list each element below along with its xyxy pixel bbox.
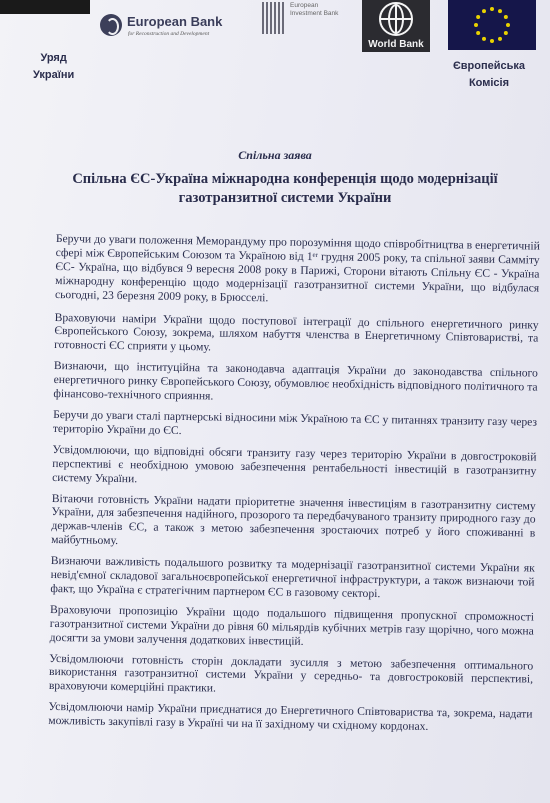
binding-strip (0, 0, 90, 14)
right-party-label (446, 58, 532, 92)
eib-name: European Investment Bank (290, 2, 339, 17)
document-body (48, 232, 540, 743)
world-bank-label: World Bank (368, 39, 424, 50)
paragraph: Беручи до уваги положення Меморандуму про порозуміння щодо співробітництва в енергетичній сфері між Європейським Союзом та Україною від 1ᵉʳ грудня 2005 року, та спільної заяви Самміту ЄС- Україна, що відбувся 9 вересня 2008 року в Парижі, Сторони вітають Спільну ЄС - Україна міжнародну конференцію щодо модернізації газотранзитної системи України, що відбулася сьогодні, 23 березня 2009 року, в Брюсселі. (54, 232, 540, 304)
paragraph: Враховуючи пропозицію України щодо подальшого підвищення пропускної спроможності газотранзитної системи України до рівня 60 мільярдів кубічних метрів газу щорічно, чого можна досягти за умови залучення додаткових інвестицій. (49, 602, 535, 648)
eu-star (498, 37, 502, 41)
eu-star (482, 37, 486, 41)
paragraph: Визнаючи важливість подальшого розвитку та модернізації газотранзитної системи України як невід'ємної складової загальноєвропейської енергетичної інфраструктури, а також визнаючи той факт, що Україна є стратегічним партнером ЄС в газовому секторі. (50, 554, 535, 601)
eu-flag-icon (448, 0, 536, 50)
world-bank-logo (362, 0, 430, 52)
eu-star (490, 7, 494, 11)
eib-logo-icon (262, 2, 284, 34)
paragraph: Усвідомлюючи, що відповідні обсяги транзиту газу через територію України в довгостроковій перспективі є необхідною умовою забезпечення рентабельності інвестицій в газотранзитну систему України. (52, 442, 537, 485)
eu-star (506, 23, 510, 27)
document-kind: Спільна заява (238, 148, 312, 162)
paragraph: Враховуючи наміри України щодо поступової інтеграції до спільного енергетичного ринку Європейського Союзу, зокрема, шляхом набуття членства в Енергетичному Співтоваристві, та готовності ЄС сприяти у цьому. (54, 310, 539, 354)
eu-star (476, 31, 480, 35)
paragraph: Беручи до уваги сталі партнерські відносини між Україною та ЄС у питаннях транзиту газу через територію України до ЄС. (52, 407, 538, 437)
eu-star (476, 15, 480, 19)
paragraph: Визнаючи, що інституційна та законодавча адаптація України до законодавства спільного енергетичного ринку Європейського Союзу, обумовлює необхідність відповідного політичного та фінансово-технічного сприяння. (53, 359, 538, 403)
left-party-text: Уряд України (33, 52, 75, 81)
right-party-text: Європейська Комісія (452, 60, 526, 89)
eu-star (490, 39, 494, 43)
eu-star (498, 9, 502, 13)
document-title: Спільна ЄС-Україна міжнародна конференція щодо модернізації газотранзитної системи України (72, 171, 498, 206)
paragraph: Вітаючи готовність України надати пріоритетне значення інвестиціям в газотранзитну систему України, для забезпечення надійного, прозорого та передбачуваного транзиту природного газу до держав-членів ЄС, а також з метою забезпечення зростаючих потреб у його споживанні в майбутньому. (51, 491, 536, 548)
paragraph: Усвідомлюючи намір України приєднатися до Енергетичного Співтовариства та, зокрема, надати можливість закупівлі газу в Україні чи на її західному чи східному кордонах. (48, 700, 533, 734)
eu-star (504, 31, 508, 35)
globe-icon (379, 2, 413, 36)
eu-flag (448, 0, 536, 50)
paragraph: Усвідомлюючи готовність сторін докладати зусилля з метою забезпечення оптимального використання газотранзитної системи України у середньо- та довгостроковій перспективі, враховуючи комерційні практики. (48, 651, 534, 695)
ebrd-logo (100, 14, 255, 42)
eu-star (474, 23, 478, 27)
ebrd-subtitle: for Reconstruction and Development (128, 31, 210, 37)
eu-star (504, 15, 508, 19)
ebrd-logo-icon (100, 14, 122, 36)
left-party-label (33, 50, 74, 84)
ebrd-name: European Bank (127, 14, 223, 29)
eib-logo (262, 0, 342, 40)
eu-star (482, 9, 486, 13)
